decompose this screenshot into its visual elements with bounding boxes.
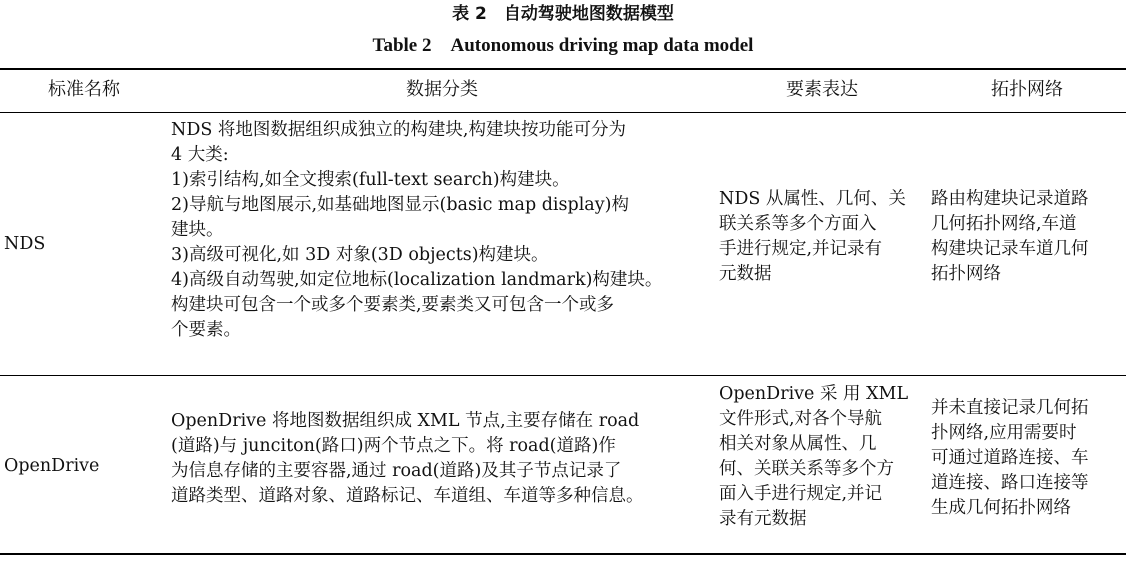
text-line: 为信息存储的主要容器,通过 road(道路)及其子节点记录了 — [171, 461, 622, 481]
text-line: 扑网络,应用需要时 — [931, 423, 1077, 443]
text-line: OpenDrive 采 用 XML — [719, 384, 909, 404]
row-topology — [931, 396, 1123, 521]
row-name: OpenDrive — [4, 456, 100, 476]
row-rule — [0, 375, 1126, 376]
row-feature — [719, 187, 929, 287]
text-line: 几何拓扑网络,车道 — [931, 214, 1077, 234]
text-line: 4 大类: — [171, 145, 229, 165]
text-line: 2)导航与地图展示,如基础地图显示(basic map display)构 — [171, 195, 629, 215]
header-topology: 拓扑网络 — [991, 79, 1063, 100]
text-line: 道路类型、道路对象、道路标记、车道组、车道等多种信息。 — [171, 486, 644, 506]
text-line: 相关对象从属性、几 — [719, 434, 877, 454]
text-line: 生成几何拓扑网络 — [931, 498, 1071, 518]
text-line: NDS 将地图数据组织成独立的构建块,构建块按功能可分为 — [171, 120, 626, 140]
text-line: (道路)与 junciton(路口)两个节点之下。将 road(道路)作 — [171, 436, 616, 456]
header-feature: 要素表达 — [786, 79, 858, 100]
bottom-rule — [0, 553, 1126, 555]
text-line: 构建块可包含一个或多个要素类,要素类又可包含一个或多 — [171, 295, 615, 315]
header-rule — [0, 112, 1126, 113]
text-line: 录有元数据 — [719, 509, 807, 529]
row-classification — [171, 409, 719, 509]
header-name: 标准名称 — [48, 79, 120, 100]
text-line: 个要素。 — [171, 320, 241, 340]
text-line: 文件形式,对各个导航 — [719, 409, 883, 429]
text-line: 何、关联关系等多个方 — [719, 459, 894, 479]
text-line: NDS 从属性、几何、关 — [719, 189, 906, 209]
top-rule — [0, 68, 1126, 70]
header-classification: 数据分类 — [406, 79, 478, 100]
text-line: 面入手进行规定,并记 — [719, 484, 883, 504]
text-line: 手进行规定,并记录有 — [719, 239, 883, 259]
row-classification — [171, 118, 719, 343]
row-name: NDS — [4, 234, 46, 254]
text-line: 1)索引结构,如全文搜索(full-text search)构建块。 — [171, 170, 570, 190]
table-caption-en: Table 2 Autonomous driving map data model — [372, 35, 754, 56]
row-topology — [931, 187, 1123, 287]
text-line: 道连接、路口连接等 — [931, 473, 1089, 493]
text-line: 建块。 — [171, 220, 224, 240]
text-line: 元数据 — [719, 264, 772, 284]
row-feature — [719, 382, 929, 532]
text-line: 4)高级自动驾驶,如定位地标(localization landmark)构建块。 — [171, 270, 663, 290]
text-line: 拓扑网络 — [931, 264, 1001, 284]
text-line: 联关系等多个方面入 — [719, 214, 877, 234]
text-line: 3)高级可视化,如 3D 对象(3D objects)构建块。 — [171, 245, 549, 265]
table-caption-zh: 表 2 自动驾驶地图数据模型 — [452, 4, 674, 24]
text-line: 可通过道路连接、车 — [931, 448, 1089, 468]
text-line: 并未直接记录几何拓 — [931, 398, 1089, 418]
text-line: 构建块记录车道几何 — [931, 239, 1089, 259]
text-line: OpenDrive 将地图数据组织成 XML 节点,主要存储在 road — [171, 411, 640, 431]
text-line: 路由构建块记录道路 — [931, 189, 1089, 209]
